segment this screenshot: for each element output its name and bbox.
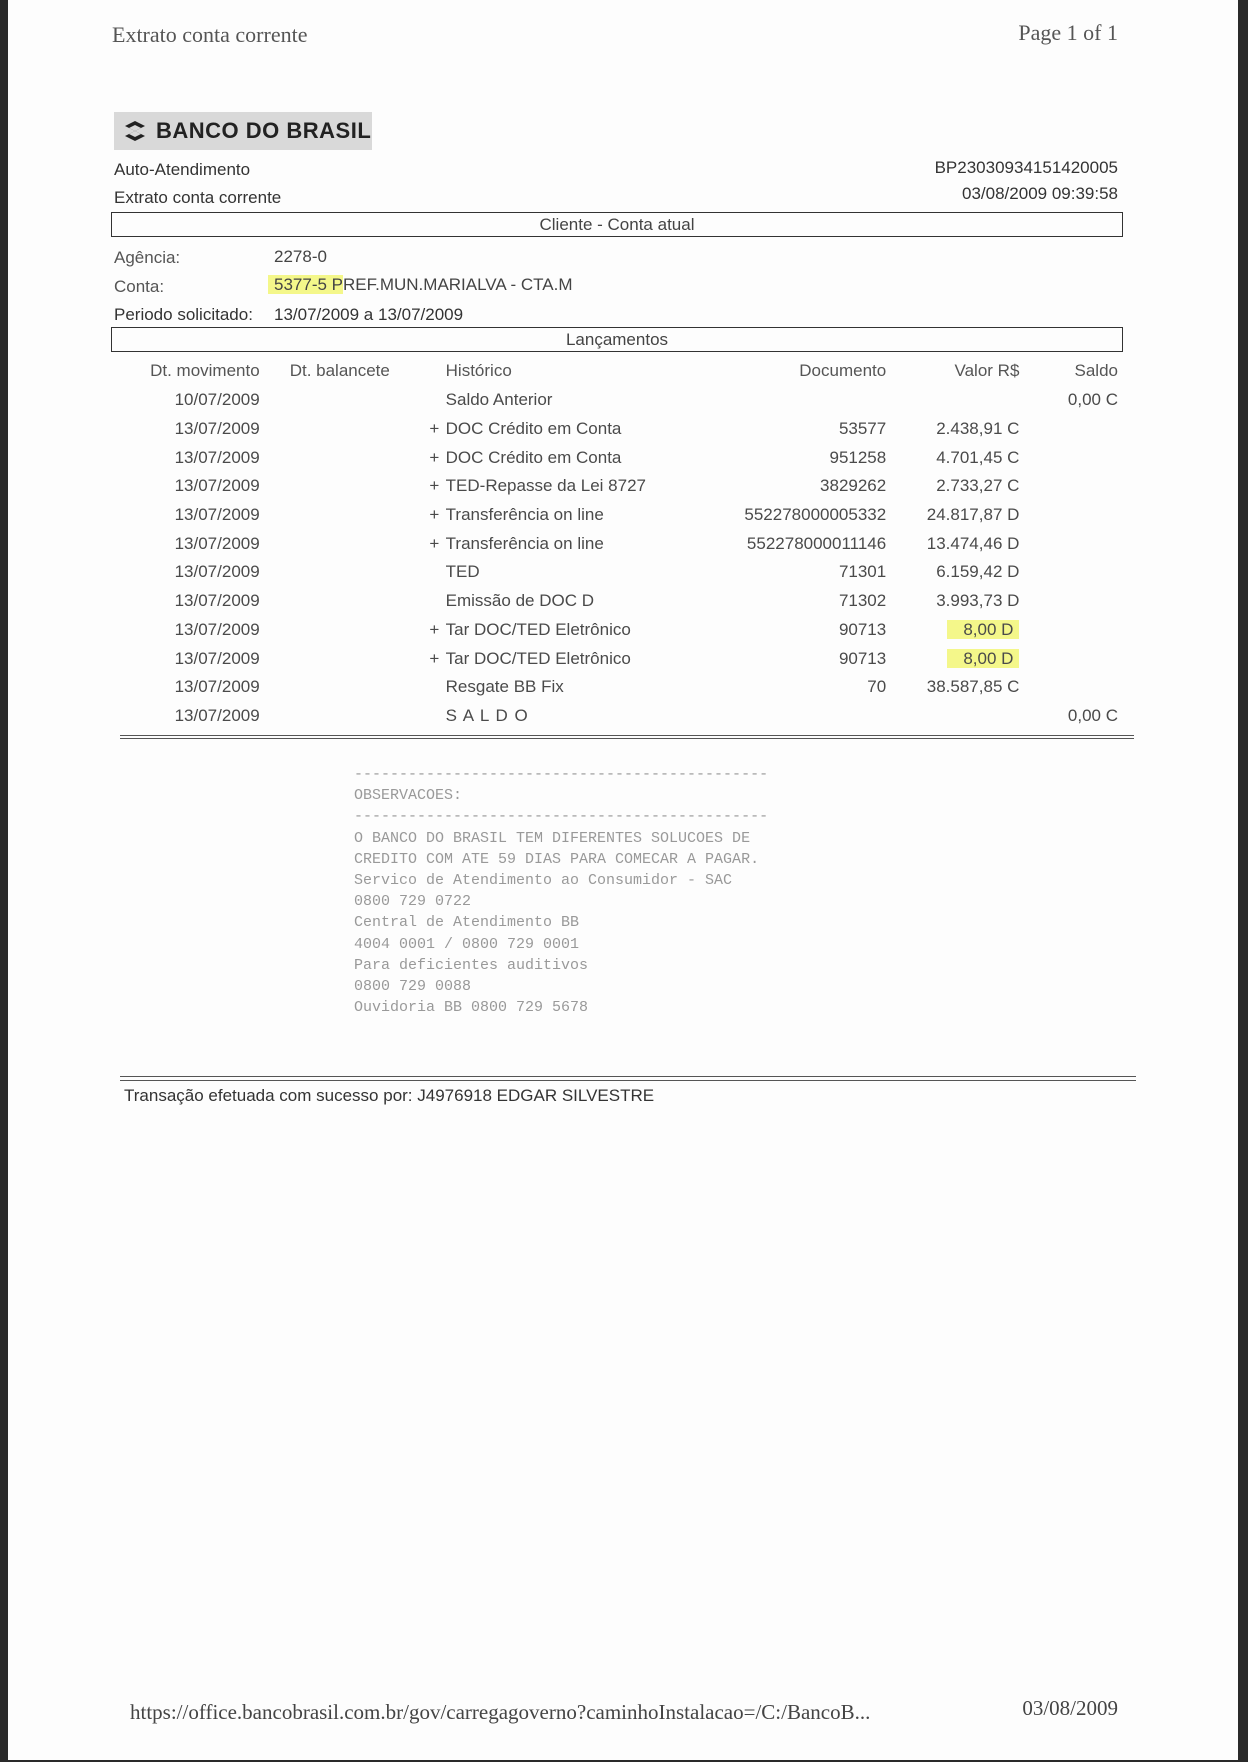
historico-cell: TED-Repasse da Lei 8727	[445, 476, 646, 496]
historico-cell: Tar DOC/TED Eletrônico	[445, 648, 631, 668]
saldo-cell	[1019, 673, 1126, 702]
balancete-cell	[280, 673, 423, 702]
valor-cell	[886, 616, 1019, 645]
historico-cell: DOC Crédito em Conta	[445, 419, 622, 439]
saldo-cell	[1019, 587, 1126, 616]
table-row	[126, 587, 1126, 616]
saldo-cell	[1019, 529, 1126, 558]
obs-line: Servico de Atendimento ao Consumidor - SAC	[354, 872, 733, 890]
agencia-value: 2278-0	[274, 247, 327, 266]
table-row	[126, 501, 1126, 530]
balancete-cell	[280, 702, 423, 731]
valor-cell	[886, 702, 1019, 731]
movimento-cell: 13/07/2009	[174, 705, 260, 725]
movimento-cell: 13/07/2009	[174, 476, 260, 496]
obs-line: O BANCO DO BRASIL TEM DIFERENTES SOLUCOES DE	[354, 829, 751, 847]
documento-cell: 3829262	[820, 476, 887, 496]
balancete-cell	[280, 386, 423, 415]
table-row	[126, 644, 1126, 673]
sign-cell	[423, 587, 446, 616]
movimento-cell: 13/07/2009	[174, 677, 260, 697]
table-row	[126, 558, 1126, 587]
client-section-header	[111, 212, 1123, 237]
valor-cell: 38.587,85 C	[926, 677, 1020, 697]
movimento-cell: 13/07/2009	[174, 447, 260, 467]
transactions-body	[126, 386, 1126, 730]
col-header-saldo: Saldo	[1074, 361, 1118, 380]
movimento-cell: 13/07/2009	[174, 419, 260, 439]
bank-logo	[114, 112, 372, 150]
sign-cell	[423, 558, 446, 587]
obs-title: OBSERVACOES:	[354, 787, 463, 805]
bank-logo-text: BANCO DO BRASIL	[156, 118, 372, 143]
obs-line: 0800 729 0722	[354, 893, 472, 911]
valor-highlight: 8,00 D	[947, 620, 1019, 639]
documento-cell: 90713	[838, 619, 887, 639]
lancamentos-section-title: Lançamentos	[565, 329, 669, 349]
client-section-title: Cliente - Conta atual	[539, 214, 695, 234]
valor-cell: 4.701,45 C	[936, 447, 1020, 467]
obs-line: 0800 729 0088	[354, 978, 472, 996]
valor-highlight: 8,00 D	[947, 649, 1019, 668]
movimento-cell: 13/07/2009	[174, 533, 260, 553]
obs-line: Central de Atendimento BB	[354, 914, 580, 932]
table-row	[126, 673, 1126, 702]
sign-cell: +	[429, 619, 440, 639]
sign-cell: +	[429, 648, 440, 668]
balancete-cell	[280, 529, 423, 558]
page-indicator: Page 1 of 1	[1018, 20, 1118, 45]
agencia-label: Agência:	[114, 248, 181, 267]
documento-cell: 53577	[838, 419, 887, 439]
documento-cell: 552278000005332	[744, 505, 887, 525]
print-header-title: Extrato conta corrente	[112, 22, 308, 47]
sign-cell: +	[429, 447, 440, 467]
movimento-cell: 13/07/2009	[174, 591, 260, 611]
protocol-number: BP23030934151420005	[934, 158, 1118, 177]
documento-cell: 90713	[838, 648, 887, 668]
valor-cell: 2.733,27 C	[936, 476, 1020, 496]
valor-cell: 3.993,73 D	[936, 591, 1020, 611]
table-end-rule	[120, 735, 1134, 736]
valor-cell: 2.438,91 C	[936, 419, 1020, 439]
balancete-cell	[280, 558, 423, 587]
saldo-cell	[1019, 501, 1126, 530]
historico-cell: DOC Crédito em Conta	[445, 447, 622, 467]
movimento-cell: 10/07/2009	[174, 390, 260, 410]
documento-cell	[733, 702, 887, 731]
sign-cell: +	[429, 505, 440, 525]
statement-page	[8, 0, 1238, 1760]
periodo-value: 13/07/2009 a 13/07/2009	[274, 305, 464, 324]
documento-cell: 951258	[829, 447, 887, 467]
saldo-cell	[1019, 472, 1126, 501]
table-row	[126, 616, 1126, 645]
transactions-table	[126, 356, 1126, 730]
observations-block	[354, 764, 768, 1018]
print-url: https://office.bancobrasil.com.br/gov/carregagoverno?caminhoInstalacao=/C:/BancoB...	[130, 1700, 871, 1724]
table-row	[126, 472, 1126, 501]
doc-type-label: Extrato conta corrente	[114, 188, 282, 207]
historico-cell: S A L D O	[445, 705, 529, 725]
channel-label: Auto-Atendimento	[114, 160, 251, 179]
sign-cell: +	[429, 419, 440, 439]
documento-cell	[733, 386, 887, 415]
saldo-cell	[1019, 443, 1126, 472]
col-header-documento: Documento	[799, 361, 887, 380]
bank-logo-icon	[122, 118, 148, 144]
table-row	[126, 529, 1126, 558]
footer-rule-2	[120, 1080, 1136, 1081]
table-row	[126, 415, 1126, 444]
conta-highlight: 5377-5 P	[268, 275, 343, 294]
periodo-label: Periodo solicitado:	[114, 305, 253, 324]
col-header-movimento: Dt. movimento	[150, 361, 260, 380]
historico-cell: Resgate BB Fix	[445, 677, 564, 697]
balancete-cell	[280, 501, 423, 530]
table-header-row	[126, 356, 1126, 386]
table-end-rule-2	[120, 738, 1134, 739]
print-date: 03/08/2009	[1022, 1696, 1118, 1720]
saldo-cell	[1019, 558, 1126, 587]
obs-lines	[354, 828, 768, 1019]
movimento-cell: 13/07/2009	[174, 648, 260, 668]
documento-cell: 70	[867, 677, 887, 697]
obs-dashes-top: ----------------------------------------------	[354, 766, 769, 783]
valor-cell: 6.159,42 D	[936, 562, 1020, 582]
movimento-cell: 13/07/2009	[174, 562, 260, 582]
footer-rule	[120, 1076, 1136, 1077]
documento-cell: 552278000011146	[746, 533, 887, 553]
saldo-cell: 0,00 C	[1067, 390, 1118, 410]
transaction-note: Transação efetuada com sucesso por: J4976918 EDGAR SILVESTRE	[124, 1086, 655, 1105]
sign-cell	[423, 702, 446, 731]
historico-cell: Saldo Anterior	[445, 390, 553, 410]
sign-cell: +	[429, 533, 440, 553]
obs-line: Para deficientes auditivos	[354, 956, 589, 974]
historico-cell: TED	[445, 562, 480, 582]
documento-cell: 71301	[838, 562, 887, 582]
valor-cell: 13.474,46 D	[926, 533, 1020, 553]
balancete-cell	[280, 616, 423, 645]
historico-cell: Emissão de DOC D	[445, 591, 594, 611]
obs-line: CREDITO COM ATE 59 DIAS PARA COMECAR A PAGAR.	[354, 850, 760, 868]
sign-cell: +	[429, 476, 440, 496]
saldo-cell	[1019, 415, 1126, 444]
sign-cell	[423, 386, 446, 415]
conta-value	[268, 275, 573, 295]
conta-name: REF.MUN.MARIALVA - CTA.M	[343, 275, 573, 294]
saldo-cell: 0,00 C	[1067, 705, 1118, 725]
col-header-balancete: Dt. balancete	[289, 361, 390, 380]
saldo-cell	[1019, 644, 1126, 673]
documento-cell: 71302	[838, 591, 887, 611]
balancete-cell	[280, 587, 423, 616]
movimento-cell: 13/07/2009	[174, 505, 260, 525]
balancete-cell	[280, 472, 423, 501]
historico-cell: Transferência on line	[445, 505, 604, 525]
saldo-cell	[1019, 616, 1126, 645]
col-header-valor: Valor R$	[954, 361, 1020, 380]
valor-cell	[886, 644, 1019, 673]
sign-cell	[423, 673, 446, 702]
conta-label: Conta:	[114, 277, 165, 296]
obs-line: Ouvidoria BB 0800 729 5678	[354, 999, 589, 1017]
col-header-historico: Histórico	[445, 361, 512, 380]
valor-cell: 24.817,87 D	[926, 505, 1020, 525]
movimento-cell: 13/07/2009	[174, 619, 260, 639]
historico-cell: Transferência on line	[445, 533, 604, 553]
table-row	[126, 386, 1126, 415]
statement-datetime: 03/08/2009 09:39:58	[962, 184, 1118, 203]
balancete-cell	[280, 415, 423, 444]
table-row	[126, 443, 1126, 472]
balancete-cell	[280, 644, 423, 673]
historico-cell: Tar DOC/TED Eletrônico	[445, 619, 631, 639]
obs-line: 4004 0001 / 0800 729 0001	[354, 935, 580, 953]
valor-cell	[886, 386, 1019, 415]
table-row	[126, 702, 1126, 731]
balancete-cell	[280, 443, 423, 472]
lancamentos-section-header	[111, 327, 1123, 352]
obs-dashes-mid: ----------------------------------------------	[354, 808, 769, 826]
